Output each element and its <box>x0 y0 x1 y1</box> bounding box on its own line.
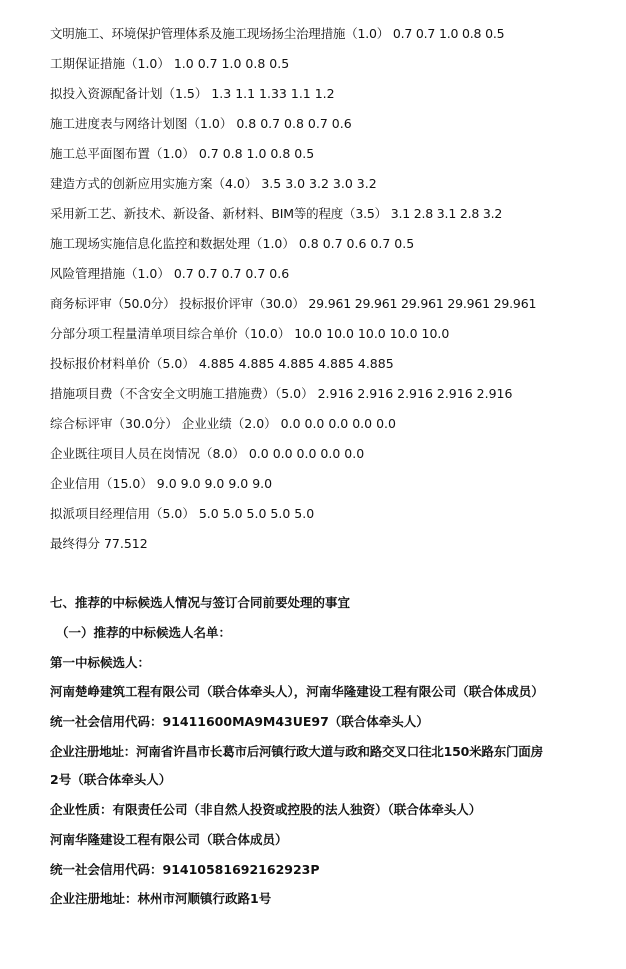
credit-code-lead: 统一社会信用代码：91411600MA9M43UE97（联合体牵头人） <box>50 714 429 729</box>
section-subheading: （一）推荐的中标候选人名单： <box>56 625 232 640</box>
score-line-new-technology: 采用新工艺、新技术、新设备、新材料、BIM等的程度（3.5） 3.1 2.8 3.1 2.8 3.2 <box>50 206 503 221</box>
candidate-name: 河南楚峥建筑工程有限公司（联合体牵头人），河南华隆建设工程有限公司（联合体成员） <box>50 684 544 699</box>
score-line-enterprise-credit: 企业信用（15.0） 9.0 9.0 9.0 9.0 9.0 <box>50 476 273 491</box>
score-line-comprehensive-review: 综合标评审（30.0分） 企业业绩（2.0） 0.0 0.0 0.0 0.0 0.0 <box>50 416 396 431</box>
first-candidate-label: 第一中标候选人： <box>50 655 151 670</box>
score-line-information-monitoring: 施工现场实施信息化监控和数据处理（1.0） 0.8 0.7 0.6 0.7 0.5 <box>50 236 415 251</box>
score-line-material-price: 投标报价材料单价（5.0） 4.885 4.885 4.885 4.885 4.885 <box>50 356 394 371</box>
enterprise-nature-lead: 企业性质：有限责任公司（非自然人投资或控股的法人独资）（联合体牵头人） <box>50 802 482 817</box>
score-line-construction-innovation: 建造方式的创新应用实施方案（4.0） 3.5 3.0 3.2 3.0 3.2 <box>50 176 377 191</box>
registered-address-lead-continued: 2号（联合体牵头人） <box>50 772 172 787</box>
credit-code-member: 统一社会信用代码：91410581692162923P <box>50 862 320 877</box>
final-score: 最终得分 77.512 <box>50 536 148 551</box>
registered-address-member: 企业注册地址：林州市河顺镇行政路1号 <box>50 891 272 906</box>
section-heading: 七、推荐的中标候选人情况与签订合同前要处理的事宜 <box>50 595 351 610</box>
score-line-schedule-guarantee: 工期保证措施（1.0） 1.0 0.7 1.0 0.8 0.5 <box>50 56 290 71</box>
registered-address-lead: 企业注册地址：河南省许昌市长葛市后河镇行政大道与政和路交叉口往北150米路东门面房 <box>50 744 543 759</box>
score-line-manager-credit: 拟派项目经理信用（5.0） 5.0 5.0 5.0 5.0 5.0 <box>50 506 315 521</box>
score-line-unit-price: 分部分项工程量清单项目综合单价（10.0） 10.0 10.0 10.0 10.0 10.0 <box>50 326 450 341</box>
score-line-personnel-status: 企业既往项目人员在岗情况（8.0） 0.0 0.0 0.0 0.0 0.0 <box>50 446 365 461</box>
score-line-risk-management: 风险管理措施（1.0） 0.7 0.7 0.7 0.7 0.6 <box>50 266 290 281</box>
score-line-progress-chart: 施工进度表与网络计划图（1.0） 0.8 0.7 0.8 0.7 0.6 <box>50 116 352 131</box>
score-line-civilized-construction: 文明施工、环境保护管理体系及施工现场扬尘治理措施（1.0） 0.7 0.7 1.0 0.8 0.5 <box>50 26 505 41</box>
score-line-resource-plan: 拟投入资源配备计划（1.5） 1.3 1.1 1.33 1.1 1.2 <box>50 86 335 101</box>
member-name: 河南华隆建设工程有限公司（联合体成员） <box>50 832 288 847</box>
score-line-site-layout: 施工总平面图布置（1.0） 0.7 0.8 1.0 0.8 0.5 <box>50 146 315 161</box>
score-line-commercial-review: 商务标评审（50.0分） 投标报价评审（30.0） 29.961 29.961 29.961 29.961 29.961 <box>50 296 537 311</box>
score-line-measure-fee: 措施项目费（不含安全文明施工措施费）（5.0） 2.916 2.916 2.916 2.916 2.916 <box>50 386 513 401</box>
